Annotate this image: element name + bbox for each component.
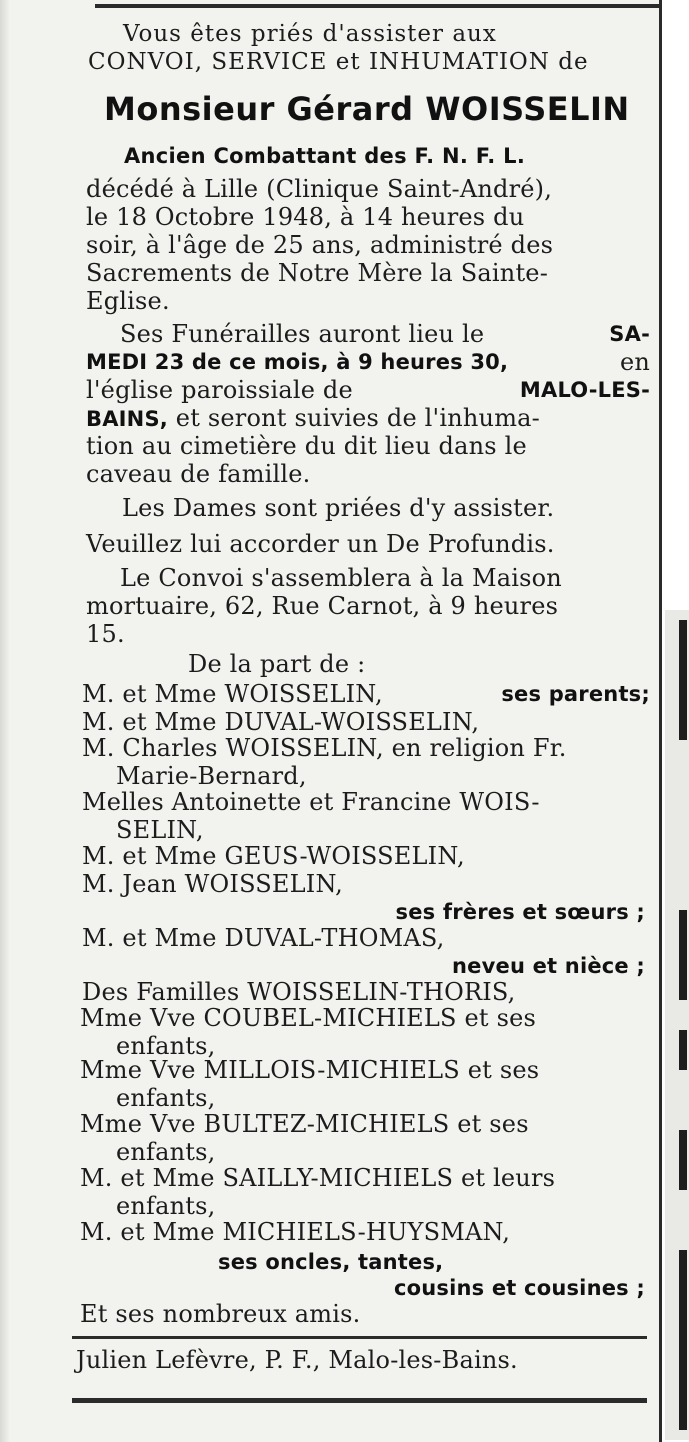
funeral-date: MEDI 23 de ce mois, à 9 heures 30, — [86, 350, 509, 374]
top-rule — [95, 4, 662, 8]
family-line: M. et Mme MICHIELS-HUYSMAN, — [80, 1218, 511, 1246]
gathering-line-2: mortuaire, 62, Rue Carnot, à 9 heures — [86, 592, 559, 620]
death-line-3: soir, à l'âge de 25 ans, administré des — [86, 231, 554, 259]
family-line: M. et Mme SAILLY-MICHIELS et leurs — [80, 1164, 556, 1192]
friends-line: Et ses nombreux amis. — [80, 1300, 361, 1328]
gathering-line-3: 15. — [86, 620, 125, 648]
divider-rule — [72, 1336, 647, 1339]
family-line: enfants, — [116, 1138, 216, 1166]
from-label: De la part de : — [188, 650, 366, 678]
uncles-role: ses oncles, tantes, — [218, 1250, 444, 1274]
funeral-line-6: caveau de famille. — [86, 460, 311, 488]
funeral-text: et seront suivies de l'inhuma- — [175, 404, 540, 432]
family-line: Mme Vve COUBEL-MICHIELS et ses — [80, 1004, 537, 1032]
adjacent-clipping-edge — [665, 610, 689, 1440]
bottom-rule — [72, 1398, 647, 1403]
funeral-line-3 — [86, 376, 650, 404]
funeral-text: l'église paroissiale de — [86, 376, 353, 404]
death-line-1: décédé à Lille (Clinique Saint-André), — [86, 175, 553, 203]
deceased-name: Monsieur Gérard WOISSELIN — [104, 90, 630, 128]
family-line: Melles Antoinette et Francine WOIS- — [82, 788, 540, 816]
funeral-place-cont: BAINS, — [86, 407, 168, 431]
family-line: M. Jean WOISSELIN, — [82, 870, 343, 898]
family-line: Mme Vve BULTEZ-MICHIELS et ses — [80, 1110, 529, 1138]
torn-edge — [0, 0, 10, 1442]
undertaker-line: Julien Lefèvre, P. F., Malo-les-Bains. — [76, 1346, 518, 1374]
edge-mark — [679, 910, 687, 1000]
funeral-line-5: tion au cimetière du dit lieu dans le — [86, 432, 527, 460]
invite-line-2: CONVOI, SERVICE et INHUMATION de — [88, 49, 589, 75]
parents-name: M. et Mme WOISSELIN, — [82, 680, 383, 708]
siblings-role: ses frères et sœurs ; — [395, 900, 645, 924]
family-line: M. et Mme DUVAL-WOISSELIN, — [82, 708, 480, 736]
deceased-title: Ancien Combattant des F. N. F. L. — [124, 144, 526, 168]
funeral-text: Ses Funérailles auront lieu le — [120, 320, 485, 348]
invite-line-1: Vous êtes priés d'assister aux — [123, 21, 497, 47]
funeral-line-2 — [86, 348, 650, 376]
edge-mark — [679, 620, 687, 740]
family-line: enfants, — [116, 1032, 216, 1060]
nephew-role: neveu et nièce ; — [452, 954, 645, 978]
death-line-5: Eglise. — [86, 287, 170, 315]
family-line: M. Charles WOISSELIN, en religion Fr. — [82, 734, 567, 762]
funeral-text: en — [619, 348, 650, 376]
family-line: M. et Mme DUVAL-THOMAS, — [82, 924, 445, 952]
funeral-line-4 — [86, 404, 540, 433]
family-line: SELIN, — [116, 816, 204, 844]
gathering-line-1: Le Convoi s'assemblera à la Maison — [120, 564, 562, 592]
family-line: Mme Vve MILLOIS-MICHIELS et ses — [80, 1056, 540, 1084]
family-line: enfants, — [116, 1192, 216, 1220]
funeral-day-part: SA- — [609, 322, 650, 346]
parents-role: ses parents; — [501, 682, 650, 706]
cousins-role: cousins et cousines ; — [393, 1276, 645, 1300]
family-parents — [82, 680, 650, 708]
ladies-line: Les Dames sont priées d'y assister. — [122, 494, 555, 522]
prayer-line: Veuillez lui accorder un De Profundis. — [86, 530, 555, 558]
family-line: Marie-Bernard, — [116, 762, 307, 790]
family-line: enfants, — [116, 1084, 216, 1112]
death-line-4: Sacrements de Notre Mère la Sainte- — [86, 259, 549, 287]
edge-mark — [679, 1250, 687, 1430]
edge-mark — [679, 1030, 687, 1070]
edge-mark — [679, 1130, 687, 1190]
death-line-2: le 18 Octobre 1948, à 14 heures du — [86, 203, 525, 231]
funeral-place: MALO-LES- — [519, 378, 650, 402]
family-line: M. et Mme GEUS-WOISSELIN, — [82, 842, 465, 870]
family-line: Des Familles WOISSELIN-THORIS, — [82, 978, 516, 1006]
funeral-line-1 — [120, 320, 650, 348]
